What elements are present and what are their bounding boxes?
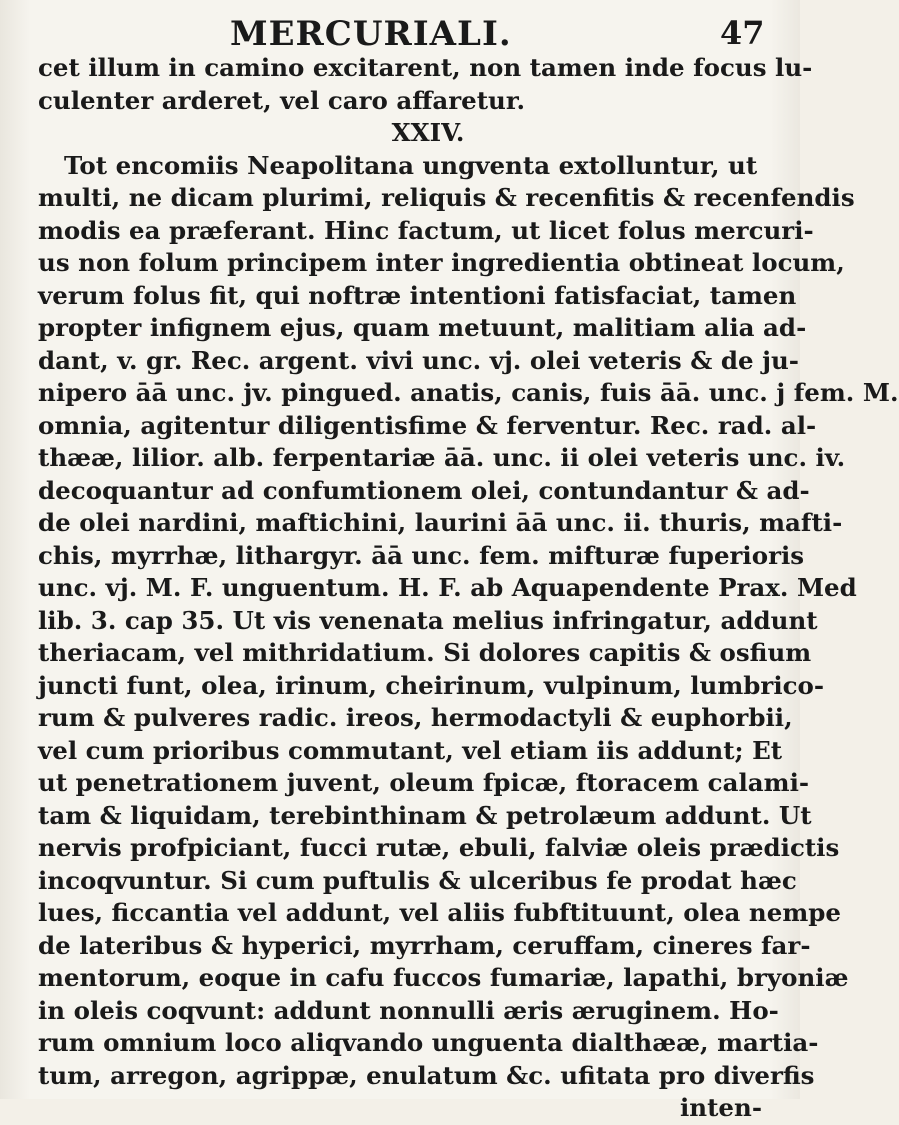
text-line: nipero āā unc. jv. pingued. anatis, canis, fuis āā. unc. j fem. M.: [38, 378, 899, 407]
text-line: chis, myrrhæ, lithargyr. āā unc. fem. mifturæ fuperioris: [38, 540, 805, 570]
text-line: Tot encomiis Neapolitana ungventa extolluntur, ut: [64, 150, 758, 180]
text-line: lib. 3. cap 35. Ut vis venenata melius infringatur, addunt: [38, 605, 818, 635]
text-line: rum & pulveres radic. ireos, hermodactyli & euphorbii,: [38, 703, 793, 732]
text-line: lues, ficcantia vel addunt, vel aliis fubftituunt, olea nempe: [38, 898, 841, 927]
text-line: thææ, lilior. alb. ferpentariæ āā. unc. ii olei veteris unc. iv.: [38, 443, 846, 472]
text-line: de lateribus & hyperici, myrrham, ceruffam, cineres far-: [38, 930, 811, 960]
running-head: [0, 6, 800, 54]
text-line: in oleis coqvunt: addunt nonnulli æris æruginem. Ho-: [38, 995, 779, 1025]
text-line: ut penetrationem juvent, oleum fpicæ, ftoracem calami-: [38, 768, 810, 797]
running-title: MERCURIALI.: [230, 14, 512, 54]
body-text: [38, 52, 899, 1125]
catchword: inten-: [679, 1093, 762, 1122]
text-line: multi, ne dicam plurimi, reliquis & recenfitis & recenfendis: [38, 183, 855, 212]
text-line: dant, v. gr. Rec. argent. vivi unc. vj. olei veteris & de ju-: [38, 345, 799, 375]
text-line: unc. vj. M. F. unguentum. H. F. ab Aquapendente Prax. Med: [38, 573, 857, 602]
text-line: us non folum principem inter ingredientia obtineat locum,: [38, 248, 845, 277]
text-line: mentorum, eoque in cafu fuccos fumariæ, lapathi, bryoniæ: [38, 963, 849, 992]
text-line: rum omnium loco aliqvando unguenta dialthææ, martia-: [38, 1028, 819, 1057]
text-line: modis ea præferant. Hinc factum, ut licet folus mercuri-: [38, 215, 814, 245]
text-line: theriacam, vel mithridatium. Si dolores capitis & osfium: [38, 638, 812, 667]
text-line: nervis profpiciant, fucci rutæ, ebuli, falviæ oleis prædictis: [38, 833, 840, 862]
section-heading: XXIV.: [391, 118, 465, 147]
text-line: omnia, agitentur diligentisfime & ferventur. Rec. rad. al-: [38, 410, 817, 440]
text-line: de olei nardini, maftichini, laurini āā unc. ii. thuris, mafti-: [38, 508, 843, 537]
text-line: juncti funt, olea, irinum, cheirinum, vulpinum, lumbrico-: [38, 670, 825, 700]
text-line: decoquantur ad confumtionem olei, contundantur & ad-: [38, 475, 810, 505]
page-number: 47: [720, 14, 765, 52]
text-line: verum folus fit, qui noftræ intentioni fatisfaciat, tamen: [38, 280, 797, 310]
text-line: vel cum prioribus commutant, vel etiam iis addunt; Et: [38, 735, 783, 765]
text-line: tam & liquidam, terebinthinam & petrolæum addunt. Ut: [38, 800, 812, 830]
text-line: cet illum in camino excitarent, non tamen inde focus lu-: [38, 53, 813, 82]
text-line: incoqvuntur. Si cum puftulis & ulceribus fe prodat hæc: [38, 865, 797, 895]
text-line: propter infignem ejus, quam metuunt, malitiam alia ad-: [38, 313, 807, 342]
text-line: culenter arderet, vel caro affaretur.: [38, 85, 526, 115]
text-line: tum, arregon, agrippæ, enulatum &c. ufitata pro diverfis: [38, 1060, 815, 1090]
